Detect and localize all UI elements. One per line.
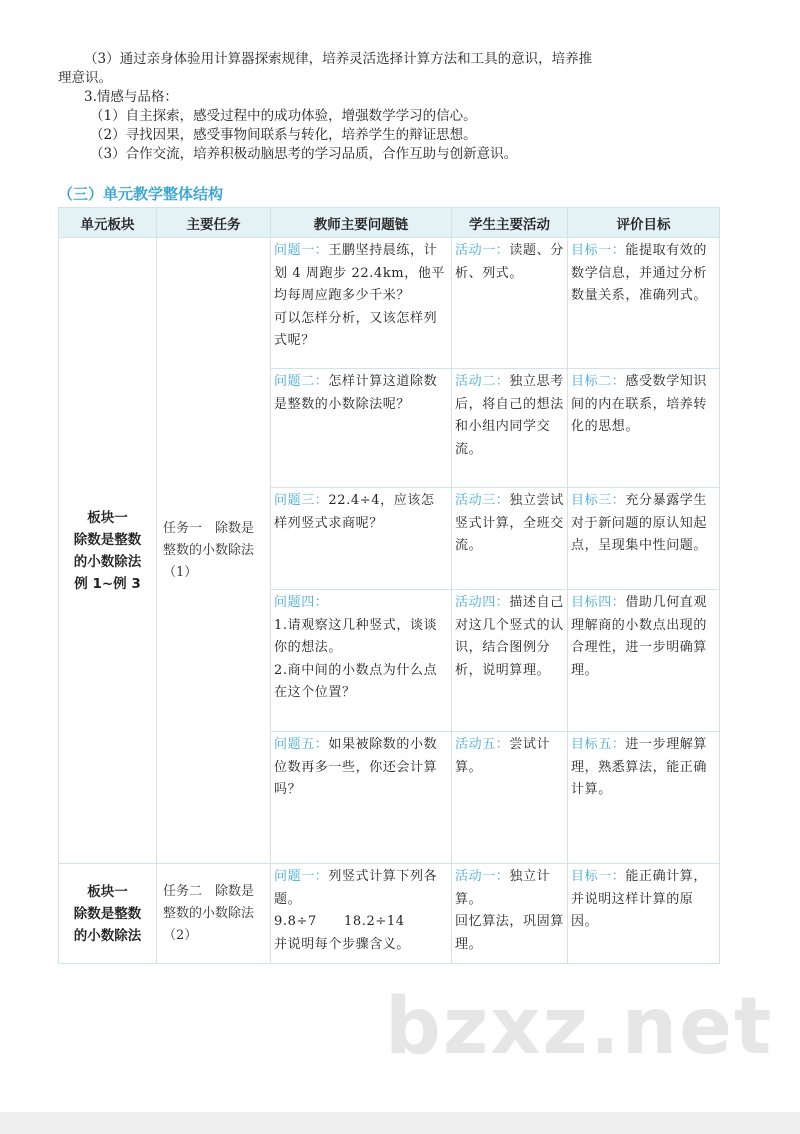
goal-label: 目标二： [571,374,626,389]
block-title: 板块一 [87,509,128,526]
block-subtitle-2: 的小数除法 [73,927,142,944]
goal-text: 充分暴露学生对于新问题的原认知起点，呈现集中性问题。 [571,493,708,553]
goal-cell [568,590,720,732]
header-activities: 学生主要活动 [452,208,568,238]
question-text-2: 可以怎样分析，又该怎样列式呢？ [274,310,438,348]
intro-text [58,50,738,164]
question-text: 22.4÷4，应该怎样列竖式求商呢？ [274,493,435,531]
header-questions: 教师主要问题链 [271,208,452,238]
question-text-3: 并说明每个步骤含义。 [274,936,411,952]
question-text: 列竖式计算下列各题。 [274,869,438,907]
intro-line-1: （3）通过亲身体验用计算器探索规律，培养灵活选择计算方法和工具的意识，培养推 [84,51,593,67]
watermark: bzxz.net [385,982,774,1072]
goal-text: 能提取有效的数学信息，并通过分析数量关系，准确列式。 [571,243,708,303]
question-cell [271,590,452,732]
block-one-cell [59,238,157,864]
question-label: 问题二： [274,374,329,389]
intro-item-1: （1）自主探索，感受过程中的成功体验，增强数学学习的信心。 [90,108,477,124]
block-subtitle-1: 除数是整数 [73,905,142,922]
activity-cell [452,369,568,488]
goal-cell [568,864,720,964]
intro-line-2: 理意识。 [58,70,112,86]
activity-label: 活动一： [455,243,510,258]
question-text-2: 2.商中间的小数点为什么点在这个位置？ [274,662,438,700]
activity-cell [452,238,568,369]
goal-text: 进一步理解算理，熟悉算法，能正确计算。 [571,737,708,797]
question-cell [271,864,452,964]
question-label: 问题一： [274,869,329,884]
activity-label: 活动一： [455,869,510,884]
goal-label: 目标五： [571,737,626,752]
activity-text: 独立思考后，将自己的想法和小组内同学交流。 [455,374,564,457]
section-title: （三）单元教学整体结构 [58,185,224,203]
table-row [59,864,720,964]
question-cell [271,369,452,488]
activity-cell [452,864,568,964]
question-text: 王鹏坚持晨练，计划 4 周跑步 22.4km，他平均每周应跑多少千米？ [274,243,446,303]
activity-label: 活动四： [455,595,510,610]
task-one-cell: 任务一 除数是整数的小数除法（1） [157,238,271,864]
goal-cell [568,238,720,369]
structure-table [58,207,720,964]
activity-text: 独立计算。 [455,869,551,907]
activity-cell [452,488,568,590]
block-two-cell [59,864,157,964]
activity-text-2: 回忆算法，巩固算理。 [455,914,564,952]
question-label: 问题三： [274,493,329,508]
activity-cell [452,590,568,732]
question-cell [271,238,452,369]
activity-text: 读题、分析、列式。 [455,243,564,281]
activity-text: 尝试计算。 [455,737,551,775]
intro-item-2: （2）寻找因果，感受事物间联系与转化，培养学生的辩证思想。 [90,127,477,143]
table-header-row [59,208,720,238]
question-cell [271,488,452,590]
goal-label: 目标三： [571,493,626,508]
activity-label: 活动二： [455,374,510,389]
goal-cell [568,369,720,488]
activity-text: 独立尝试竖式计算，全班交流。 [455,493,564,553]
activity-cell [452,732,568,864]
goal-label: 目标一： [571,243,626,258]
task-two-cell: 任务二 除数是整数的小数除法（2） [157,864,271,964]
question-label: 问题五： [274,737,329,752]
block-range: 例 1~例 3 [74,575,141,592]
question-text-2: 9.8÷7 18.2÷14 [274,914,405,929]
header-block: 单元板块 [59,208,157,238]
header-goals: 评价目标 [568,208,720,238]
intro-item-3: （3）合作交流，培养积极动脑思考的学习品质，合作互助与创新意识。 [90,146,518,162]
question-text: 如果被除数的小数位数再多一些，你还会计算吗？ [274,737,438,797]
activity-label: 活动三： [455,493,510,508]
block-subtitle-1: 除数是整数 [73,531,142,548]
block-title: 板块一 [87,883,128,900]
goal-text: 能正确计算，并说明这样计算的原因。 [571,869,708,929]
goal-text: 借助几何直观理解商的小数点出现的合理性，进一步明确算理。 [571,595,708,678]
block-subtitle-2: 的小数除法 [73,553,142,570]
header-task: 主要任务 [157,208,271,238]
table-row [59,238,720,369]
goal-cell [568,732,720,864]
question-label: 问题四： [274,595,329,610]
question-cell [271,732,452,864]
goal-cell [568,488,720,590]
goal-label: 目标四： [571,595,626,610]
goal-text: 感受数学知识间的内在联系，培养转化的思想。 [571,374,708,434]
goal-label: 目标一： [571,869,626,884]
activity-label: 活动五： [455,737,510,752]
question-text: 怎样计算这道除数是整数的小数除法呢？ [274,374,438,412]
activity-text: 描述自己对这几个竖式的认识，结合图例分析，说明算理。 [455,595,564,678]
page-bottom-edge [0,1112,800,1134]
question-text: 1.请观察这几种竖式，谈谈你的想法。 [274,617,438,655]
question-label: 问题一： [274,243,329,258]
intro-heading: 3.情感与品格： [84,89,178,105]
